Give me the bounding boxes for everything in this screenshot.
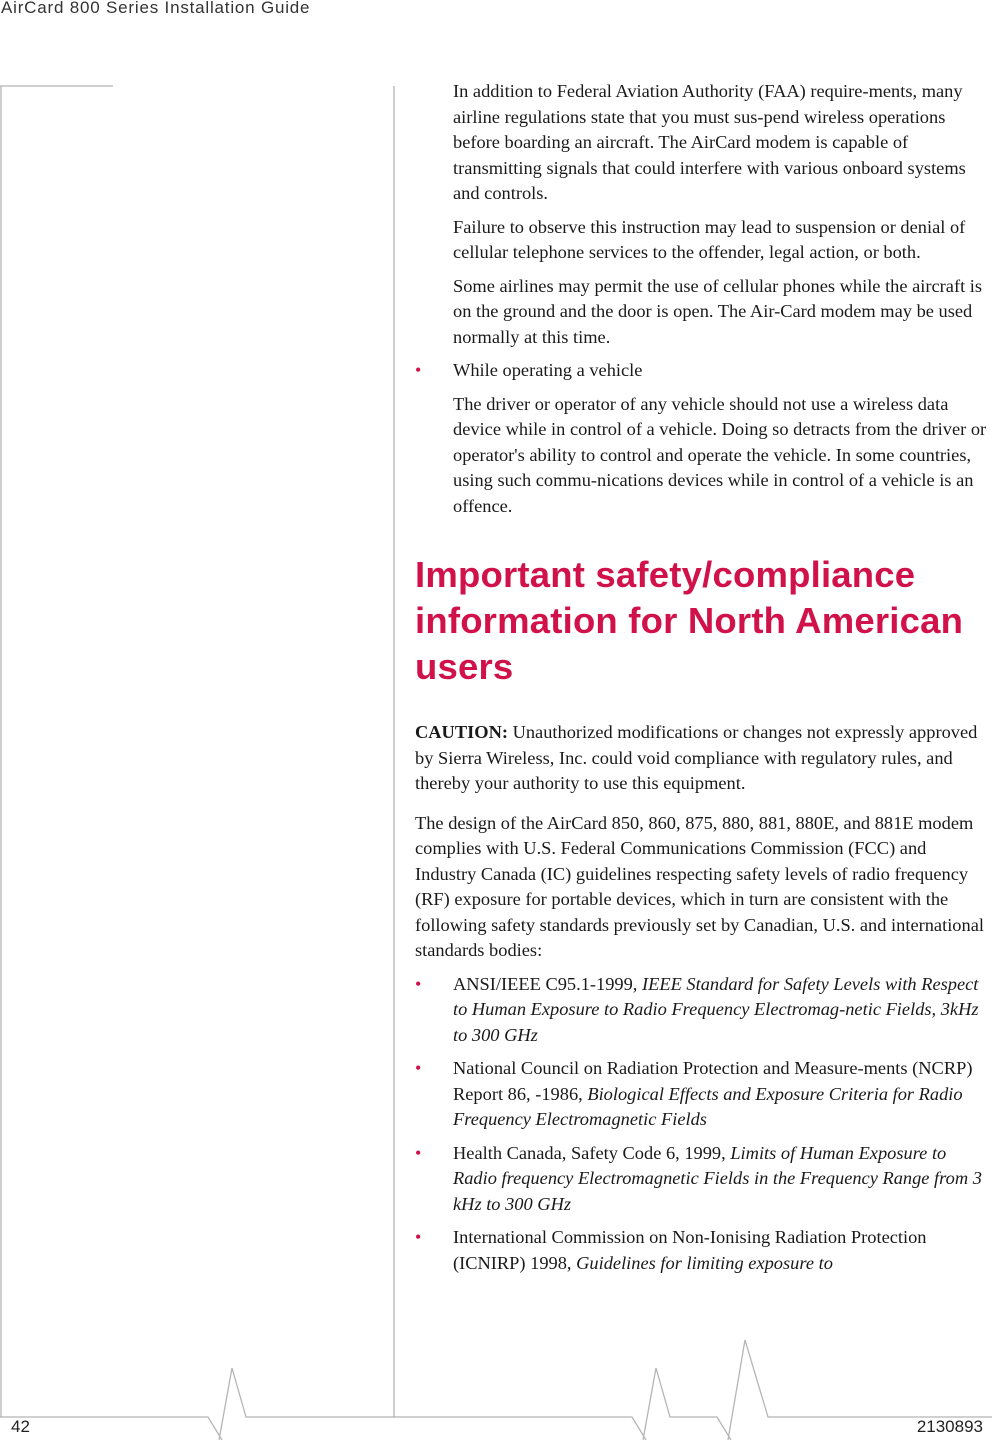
faa-paragraph: In addition to Federal Aviation Authority (FAA) require-ments, many airline regulations state that you must sus-pend wireless operations before boarding an aircraft. The AirCard modem is capable of transmitting signals that could interfere with various onboard systems and controls. xyxy=(453,81,966,203)
page-number: 42 xyxy=(11,1417,30,1436)
standard-text: Health Canada, Safety Code 6, 1999, xyxy=(453,1142,731,1163)
standard-item xyxy=(415,1141,992,1218)
vehicle-bullet xyxy=(415,358,992,384)
bullet-marker: • xyxy=(415,1058,422,1078)
footer-waveform-rule xyxy=(0,1340,992,1440)
standard-title: IEEE Standard for Safety Levels with Respect to Human Exposure to Radio Frequency Electromag-netic Fields, 3kHz to 300 GHz xyxy=(453,973,979,1045)
caution-text: Unauthorized modifications or changes not expressly approved by Sierra Wireless, Inc. could void compliance with regulatory rules, and thereby your authority to use this equipment. xyxy=(415,722,978,793)
standard-title: Limits of Human Exposure to Radio frequency Electromagnetic Fields in the Frequency Range from 3 kHz to 300 GHz xyxy=(453,1142,982,1214)
vehicle-bullet-title: While operating a vehicle xyxy=(453,360,643,380)
standard-text: National Council on Radiation Protection and Measure-ments (NCRP) Report 86, -1986, xyxy=(453,1058,973,1104)
bullet-marker: • xyxy=(415,1142,422,1163)
vehicle-paragraph: The driver or operator of any vehicle should not use a wireless data device while in control of a vehicle. Doing so detracts from the driver or operator's ability to control and operate the vehicle. In some countries, using such commu-nications devices while in control of a vehicle is an offence. xyxy=(453,393,987,516)
running-header: AirCard 800 Series Installation Guide xyxy=(1,0,311,17)
design-paragraph: The design of the AirCard 850, 860, 875, 880, 881, 880E, and 881E modem complies with U.S. Federal Communications Commission (FCC) and Industry Canada (IC) guidelines respecting safety levels of radio frequency (RF) exposure for portable devices, which in turn are consistent with the following safety standards previously set by Canadian, U.S. and international standards bodies: xyxy=(415,812,984,960)
failure-paragraph: Failure to observe this instruction may lead to suspension or denial of cellular telephone services to the offender, legal action, or both. xyxy=(453,216,966,262)
standard-item xyxy=(415,972,992,1049)
standard-title: Guidelines for limiting exposure to xyxy=(576,1252,833,1273)
standard-title: Biological Effects and Exposure Criteria for Radio Frequency Electromagnetic Fields xyxy=(453,1083,963,1129)
bullet-marker: • xyxy=(415,360,422,380)
caution-label: CAUTION: xyxy=(415,722,508,742)
bullet-marker: • xyxy=(415,973,422,994)
standard-text: International Commission on Non-Ionising Radiation Protection (ICNIRP) 1998, xyxy=(453,1227,927,1273)
standard-item xyxy=(415,1056,992,1133)
standard-item xyxy=(415,1225,992,1276)
airlines-paragraph: Some airlines may permit the use of cellular phones while the aircraft is on the ground and the door is open. The Air-Card modem may be used normally at this time. xyxy=(453,275,983,347)
caution-paragraph xyxy=(415,720,992,797)
document-number: 2130893 xyxy=(916,1417,983,1436)
standard-text: ANSI/IEEE C95.1-1999, xyxy=(453,973,642,994)
section-heading: Important safety/compliance information for North American users xyxy=(415,554,964,687)
main-content xyxy=(415,79,992,1276)
bullet-marker: • xyxy=(415,1227,422,1247)
